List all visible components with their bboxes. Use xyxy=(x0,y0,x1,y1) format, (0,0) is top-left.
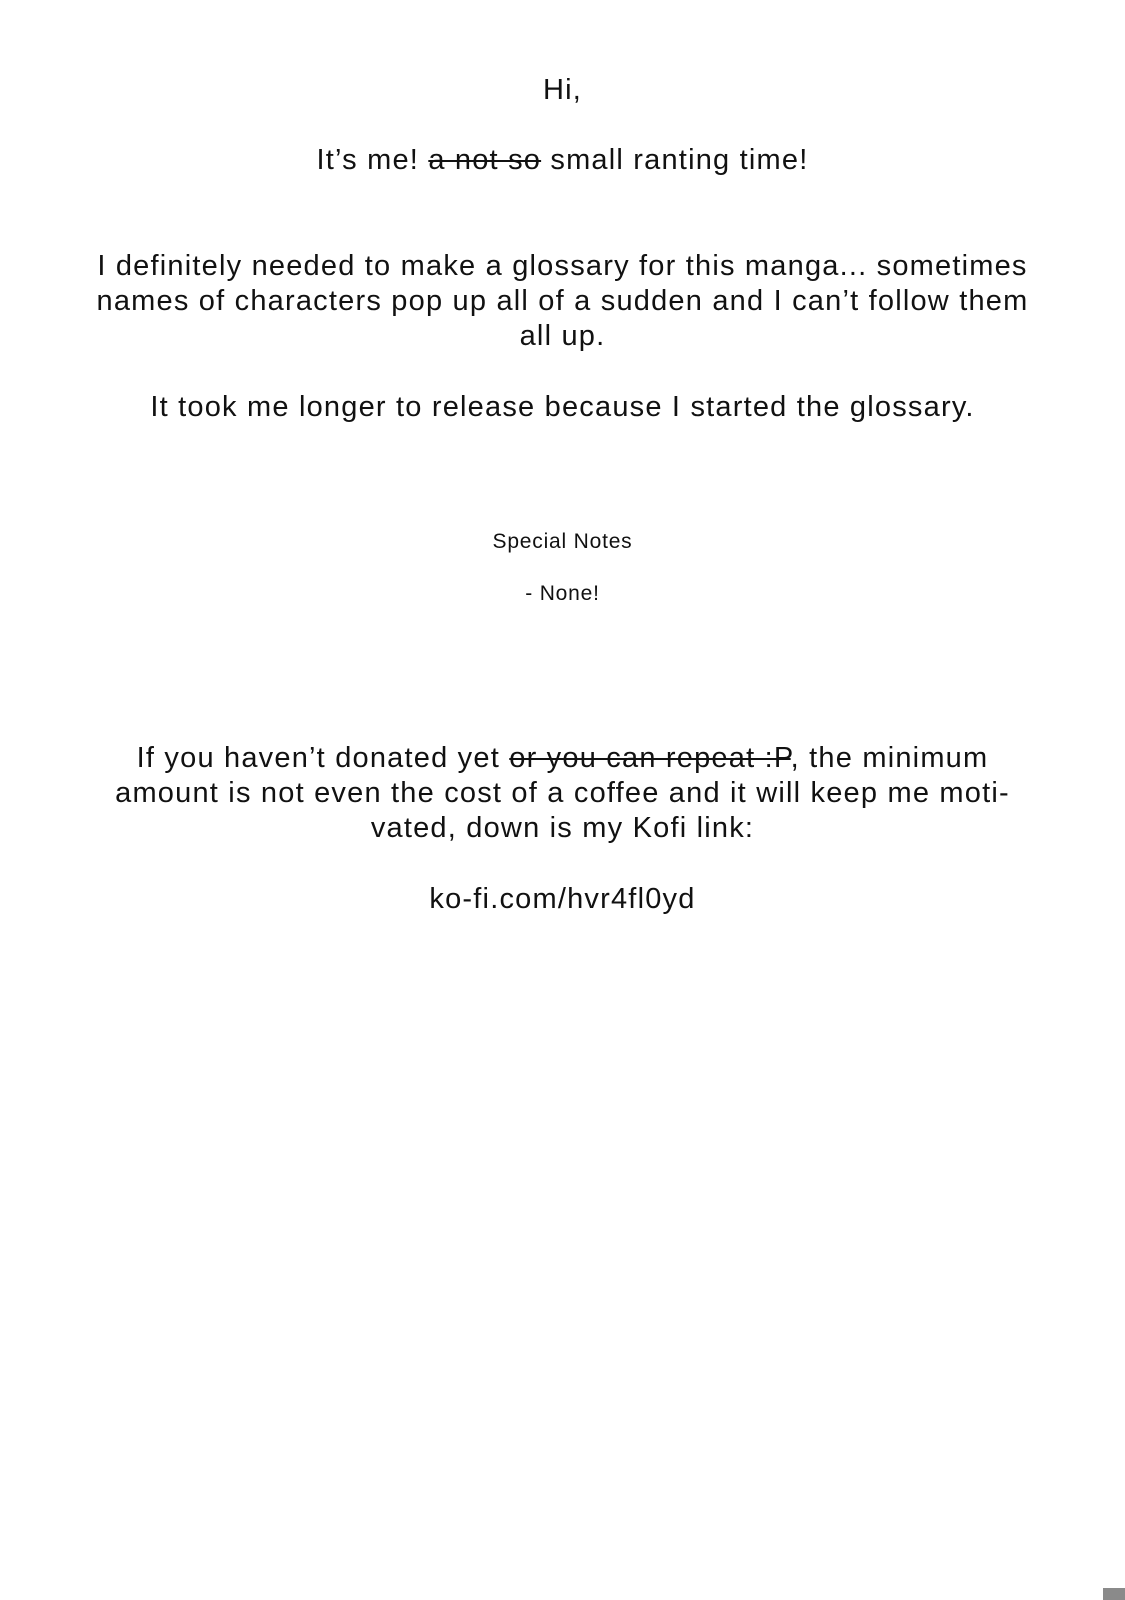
greeting: Hi, xyxy=(542,74,583,106)
kofi-link[interactable]: ko-fi.com/hvr4fl0yd xyxy=(429,883,696,915)
release-note: It took me longer to release because I started the glossary. xyxy=(150,391,975,423)
glossary-line-2: names of characters pop up all of a sudden and I can’t follow them xyxy=(96,285,1029,317)
donation-struck-text: or you can repeat :P xyxy=(509,742,791,774)
intro-line xyxy=(0,142,1125,178)
glossary-line-1: I definitely needed to make a glossary for this manga... sometimes xyxy=(97,250,1028,282)
special-notes-heading: Special Notes xyxy=(492,530,633,553)
corner-scroll-marker xyxy=(1103,1588,1125,1600)
donation-line-1-before: If you haven’t donated yet xyxy=(136,742,510,774)
donation-line-1 xyxy=(0,740,1125,776)
donation-line-2: amount is not even the cost of a coffee and it will keep me moti- xyxy=(115,777,1010,809)
donation-line-3: vated, down is my Kofi link: xyxy=(370,812,755,844)
intro-before: It’s me! xyxy=(316,144,429,176)
special-notes-item: - None! xyxy=(525,582,600,605)
intro-struck-text: a not so xyxy=(428,144,542,176)
glossary-line-3: all up. xyxy=(519,320,606,352)
donation-line-1-after: , the minimum xyxy=(790,742,989,774)
intro-after: small ranting time! xyxy=(541,144,809,176)
